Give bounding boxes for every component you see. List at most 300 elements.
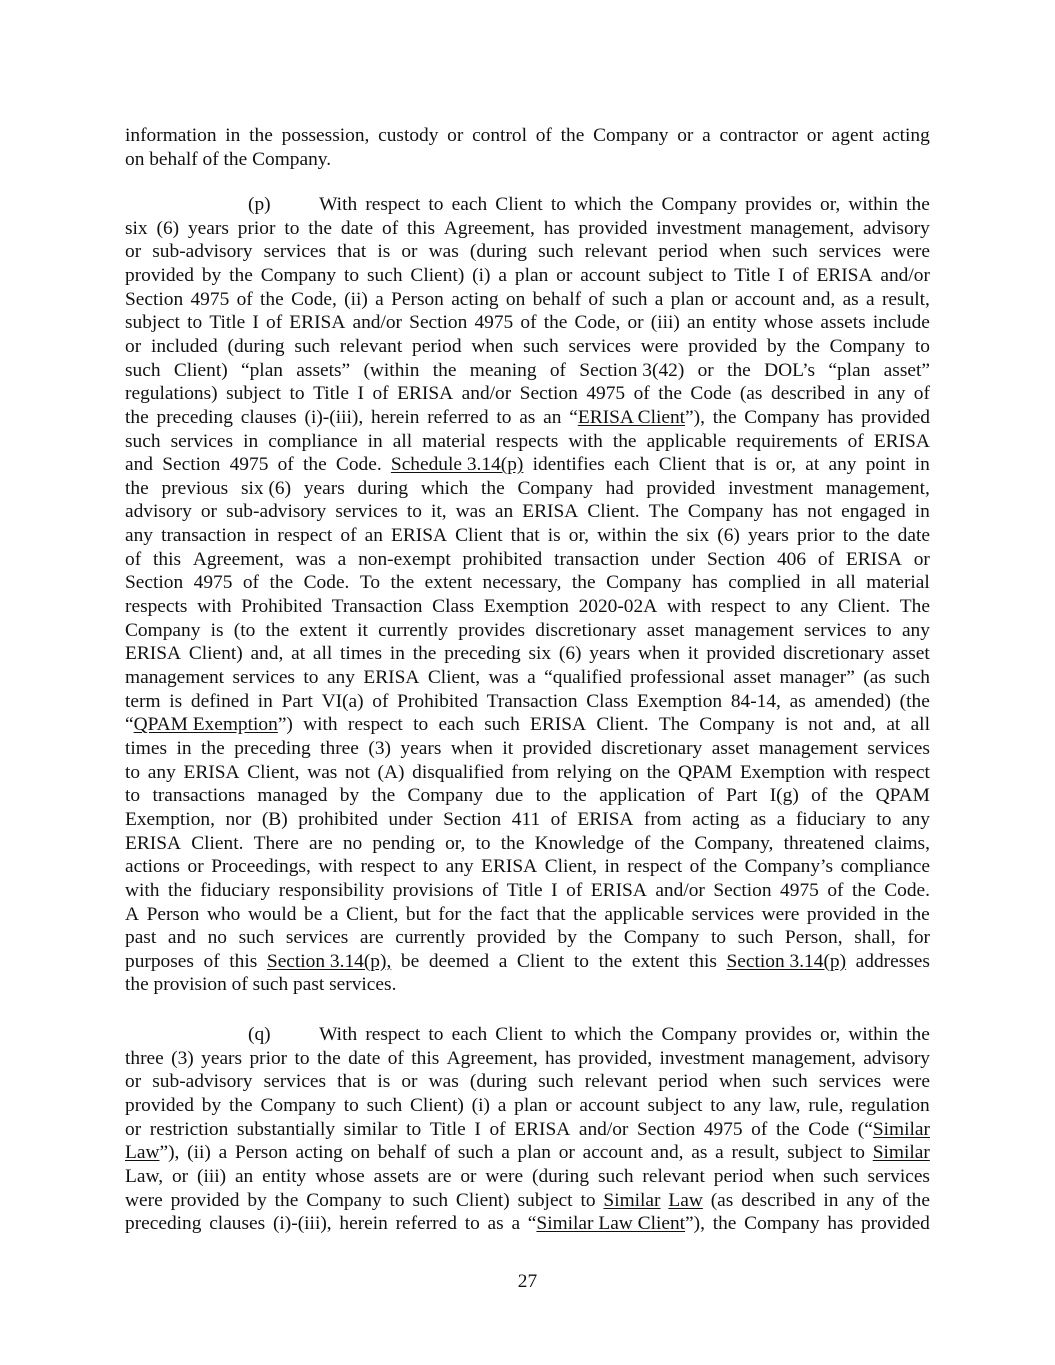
text-line (125, 855, 930, 879)
word-part: (i)-(iii), (304, 406, 364, 428)
word (269, 571, 293, 595)
word (727, 950, 847, 974)
word-part: when (772, 1165, 815, 1187)
word: With (319, 194, 358, 215)
word-part: provides (458, 619, 526, 641)
word (880, 264, 930, 288)
word (544, 217, 570, 241)
word (125, 737, 167, 761)
word (489, 1118, 505, 1142)
word-part: asset (711, 737, 750, 759)
word-part: with (568, 430, 603, 452)
word-part: sub-advisory (226, 501, 327, 523)
word (873, 311, 930, 335)
word (911, 713, 930, 737)
text-line (125, 1047, 930, 1071)
word-part: respect (710, 596, 766, 618)
word-part: all (910, 714, 930, 736)
word (882, 124, 929, 148)
word-part: Person (146, 903, 200, 925)
word (344, 288, 368, 312)
word-part: this (152, 548, 182, 570)
word (599, 784, 685, 808)
word (483, 571, 562, 595)
word-part: of (633, 383, 650, 405)
word-part: of (588, 288, 605, 310)
word-part: such (737, 927, 774, 949)
word-part: To (359, 572, 381, 594)
word-part: the (839, 785, 864, 807)
word-part: the (265, 619, 290, 641)
word (332, 595, 423, 619)
word (750, 217, 854, 241)
word (291, 288, 337, 312)
word-part: the (712, 406, 737, 428)
word (377, 240, 390, 264)
word (344, 1118, 398, 1142)
word-part: to (344, 264, 360, 286)
word (474, 311, 513, 335)
word-part: possession, (281, 125, 370, 146)
word (848, 430, 864, 454)
word (559, 1141, 575, 1165)
word-part: There (253, 832, 299, 854)
word (580, 1189, 595, 1213)
word (828, 453, 856, 477)
word (507, 879, 543, 903)
word-part: Section (409, 312, 468, 334)
word-part: assets” (296, 359, 351, 381)
word (317, 1047, 341, 1071)
word (613, 430, 637, 454)
word-part: prior (249, 1047, 288, 1069)
word-part: transaction (554, 548, 640, 570)
word (634, 832, 650, 856)
word (428, 666, 480, 690)
word (647, 1094, 702, 1118)
word-part: assets (373, 1165, 419, 1187)
word-part: (3) (368, 737, 391, 759)
word (638, 642, 680, 666)
word (406, 903, 431, 927)
word-part: Title (429, 1118, 466, 1140)
word-part: ERISA (363, 667, 420, 688)
word-part: such (125, 359, 161, 381)
word (819, 1070, 881, 1094)
word (533, 453, 605, 477)
text-line (125, 737, 930, 761)
word-part: as (842, 288, 859, 310)
word-part: or (460, 1165, 477, 1187)
word (634, 382, 650, 406)
word (538, 240, 574, 264)
word (762, 903, 800, 927)
word-part: and/or (352, 312, 403, 334)
word (345, 761, 370, 785)
word (811, 784, 827, 808)
word-part: this (411, 1047, 440, 1069)
word (515, 264, 548, 288)
word-part: plan (517, 1142, 551, 1164)
word (536, 124, 552, 148)
word-part: of (634, 832, 651, 854)
word (456, 500, 486, 524)
word (647, 619, 685, 643)
word-part: Knowledge (534, 832, 625, 854)
word: to (428, 1024, 444, 1045)
word (475, 832, 490, 856)
word-part: I (551, 879, 558, 901)
word-part: Code (690, 383, 732, 405)
word-part: provided (688, 335, 758, 357)
word (348, 713, 403, 737)
word (412, 335, 462, 359)
word-part: date (897, 525, 930, 547)
word-part: years (187, 217, 229, 239)
word (511, 761, 549, 785)
word (711, 926, 726, 950)
word-part: the (865, 525, 890, 547)
word-part: term (125, 690, 161, 712)
word (125, 1212, 201, 1236)
word (677, 124, 693, 148)
word-part: claims, (874, 832, 930, 854)
word: With (319, 1024, 358, 1045)
word (336, 453, 382, 477)
word-part: relevant (642, 1165, 705, 1187)
word (125, 217, 148, 241)
section-number: (q) (248, 1024, 271, 1045)
word (518, 1141, 551, 1165)
word-part: as (691, 1142, 708, 1164)
word-part: or (171, 1165, 189, 1187)
word (451, 288, 498, 312)
word-part: applicable (646, 430, 727, 452)
word (125, 903, 139, 927)
word-part: (6) (717, 525, 740, 547)
word-part: Company (517, 477, 593, 499)
word-part: applicable (604, 903, 685, 925)
word (882, 1189, 898, 1213)
word (308, 217, 332, 241)
word: within (848, 194, 898, 215)
word (445, 832, 465, 856)
word-part: behalf (377, 1142, 427, 1164)
word (401, 1070, 417, 1094)
word-part: it, (430, 501, 447, 523)
word-part: services (263, 241, 327, 263)
word (241, 477, 291, 501)
word (787, 1141, 842, 1165)
word (659, 453, 706, 477)
word (776, 1118, 800, 1142)
word (277, 524, 332, 548)
word-part: ”), (685, 1213, 705, 1235)
word (589, 926, 613, 950)
word-part: of (387, 1047, 404, 1069)
word (421, 477, 468, 501)
word-part: compliance (840, 856, 930, 878)
word-part: any (846, 1189, 875, 1211)
word (877, 382, 905, 406)
word-part: Code. (335, 454, 382, 476)
word-part: discretionary (783, 643, 885, 665)
word-part: plan (670, 288, 705, 310)
word-part: “plan (828, 359, 871, 381)
word (125, 832, 181, 856)
word (543, 406, 561, 430)
word (745, 855, 833, 879)
word (303, 453, 327, 477)
word-part: by (557, 927, 577, 949)
word-part: threatened (783, 832, 865, 854)
word (125, 124, 217, 148)
word (125, 240, 141, 264)
word (225, 124, 240, 148)
word (536, 903, 565, 927)
word-part: management (758, 737, 858, 759)
word-part: I (778, 264, 785, 286)
text-line (125, 973, 930, 997)
word (239, 926, 275, 950)
word (854, 926, 895, 950)
word-part: of (882, 1189, 899, 1211)
word (125, 926, 156, 950)
word-part: any (901, 808, 930, 830)
word-part: each (613, 454, 650, 476)
word (125, 1165, 163, 1189)
word (202, 264, 221, 288)
word-part: meaning (469, 359, 537, 381)
word (200, 879, 270, 903)
word-part: services (232, 667, 295, 688)
word-part: an (686, 312, 706, 334)
word (397, 382, 453, 406)
defined-term: Similar (872, 1142, 930, 1164)
word (856, 950, 930, 974)
word-part: ERISA (816, 264, 873, 286)
word (125, 1094, 194, 1118)
word (443, 808, 501, 832)
word (846, 548, 902, 572)
word-part: date (340, 217, 374, 239)
word (125, 1047, 164, 1071)
word-part: was (428, 241, 459, 263)
word (391, 453, 523, 477)
word (875, 761, 930, 785)
word (818, 548, 834, 572)
word-part: pending (372, 832, 435, 854)
word (717, 524, 740, 548)
word (575, 311, 621, 335)
word-part: not (808, 714, 833, 736)
word-part: and/or (461, 383, 512, 405)
word-part: in (254, 525, 270, 547)
word (327, 666, 355, 690)
word: the (629, 1024, 654, 1045)
word (900, 595, 930, 619)
word-part: is (377, 241, 391, 263)
word (125, 477, 149, 501)
word-part: for (438, 903, 461, 925)
word-part: relying (556, 761, 612, 783)
text-line (125, 240, 930, 264)
word (125, 784, 140, 808)
section-number: (p) (248, 194, 271, 215)
word (519, 406, 535, 430)
word (275, 1189, 299, 1213)
text-line (125, 1118, 930, 1142)
word-part: QPAM (677, 761, 733, 783)
word (273, 1212, 332, 1236)
word (446, 855, 474, 879)
word (460, 1165, 476, 1189)
word-part: the provision of such past services. (125, 974, 397, 996)
word (433, 359, 457, 383)
word (566, 879, 582, 903)
word-part: Client, (247, 761, 300, 783)
word: the (906, 1024, 930, 1045)
word-part: the (468, 903, 493, 925)
word (303, 666, 318, 690)
word (731, 690, 781, 714)
word (174, 359, 228, 383)
word-part: agent (831, 125, 874, 146)
word-part: a (527, 667, 536, 688)
word-part: years (589, 643, 631, 665)
word (407, 217, 435, 241)
word-part: to (303, 667, 319, 688)
word (266, 619, 290, 643)
word (815, 690, 891, 714)
word (197, 1165, 226, 1189)
word-part: Section (637, 1118, 696, 1140)
word-part: or (125, 335, 142, 357)
word-part: (B) (261, 808, 288, 830)
word (330, 903, 339, 927)
text-line (125, 406, 930, 430)
word-part: Prohibited (241, 596, 323, 618)
word-part: entity (712, 312, 757, 334)
word (659, 1047, 744, 1071)
word (495, 784, 523, 808)
word (827, 406, 853, 430)
word-part: Client) (188, 643, 243, 665)
word (252, 311, 258, 335)
word (883, 903, 898, 927)
word-part: Company (306, 1189, 382, 1211)
word (197, 595, 231, 619)
word-part: or (125, 1118, 142, 1140)
word (704, 1118, 743, 1142)
word-part: to (842, 525, 858, 547)
word-part: ERISA (183, 761, 240, 783)
word (698, 359, 714, 383)
word-part: ERISA (289, 312, 346, 334)
word: provides (745, 194, 812, 215)
word-part: material (422, 430, 486, 452)
word-part: Title (313, 383, 350, 405)
word (820, 311, 865, 335)
word-part: such (523, 335, 559, 357)
word (727, 359, 751, 383)
word-part: of (242, 572, 260, 594)
word-part: account (734, 288, 796, 310)
word-part: clauses (240, 406, 297, 428)
word (843, 713, 876, 737)
word-part: years (747, 525, 789, 547)
word-part: to (710, 927, 727, 949)
word (248, 903, 296, 927)
word-part: provided (522, 737, 592, 759)
word (732, 1141, 780, 1165)
word-part: such (538, 241, 574, 263)
word-part: to (125, 785, 141, 807)
word-part: were (892, 1071, 930, 1093)
word (563, 784, 587, 808)
word: each (451, 194, 488, 215)
word-part: as (487, 1213, 504, 1235)
word (152, 784, 245, 808)
word-part: be (304, 903, 323, 925)
word-part: ERISA (397, 383, 454, 405)
word (688, 500, 763, 524)
word-part: such (125, 430, 161, 452)
word-part: during (357, 477, 409, 499)
text-line (125, 311, 930, 335)
word (125, 690, 161, 714)
word (340, 784, 359, 808)
word (585, 1070, 647, 1094)
word (651, 548, 695, 572)
word (800, 595, 828, 619)
word-part: to (711, 264, 727, 286)
word (841, 500, 906, 524)
word (315, 1165, 365, 1189)
word (572, 571, 596, 595)
word (850, 1141, 865, 1165)
word-part: (to (233, 619, 256, 641)
word-part: (i)-(iii), (272, 1213, 332, 1235)
word-part: an (543, 406, 562, 428)
word (518, 1189, 573, 1213)
word (780, 666, 855, 690)
word-part: such (772, 1071, 808, 1093)
word-part: the (775, 1118, 800, 1140)
word (161, 477, 228, 501)
word (713, 406, 737, 430)
word (303, 713, 337, 737)
word (915, 500, 930, 524)
text-line (125, 500, 930, 524)
word (428, 1165, 452, 1189)
word (728, 477, 813, 501)
word-part: Client, (427, 667, 481, 688)
word (841, 855, 930, 879)
word (367, 264, 403, 288)
word-part: (during (469, 241, 527, 263)
word (544, 666, 622, 690)
word (783, 642, 884, 666)
word-part: 84-14, (730, 690, 781, 712)
word (777, 548, 806, 572)
word (238, 217, 276, 241)
word (423, 855, 438, 879)
word-part: ERISA (391, 525, 448, 547)
word (776, 595, 791, 619)
word-part: restriction (149, 1118, 229, 1140)
word-part: VI(a) (321, 690, 364, 712)
